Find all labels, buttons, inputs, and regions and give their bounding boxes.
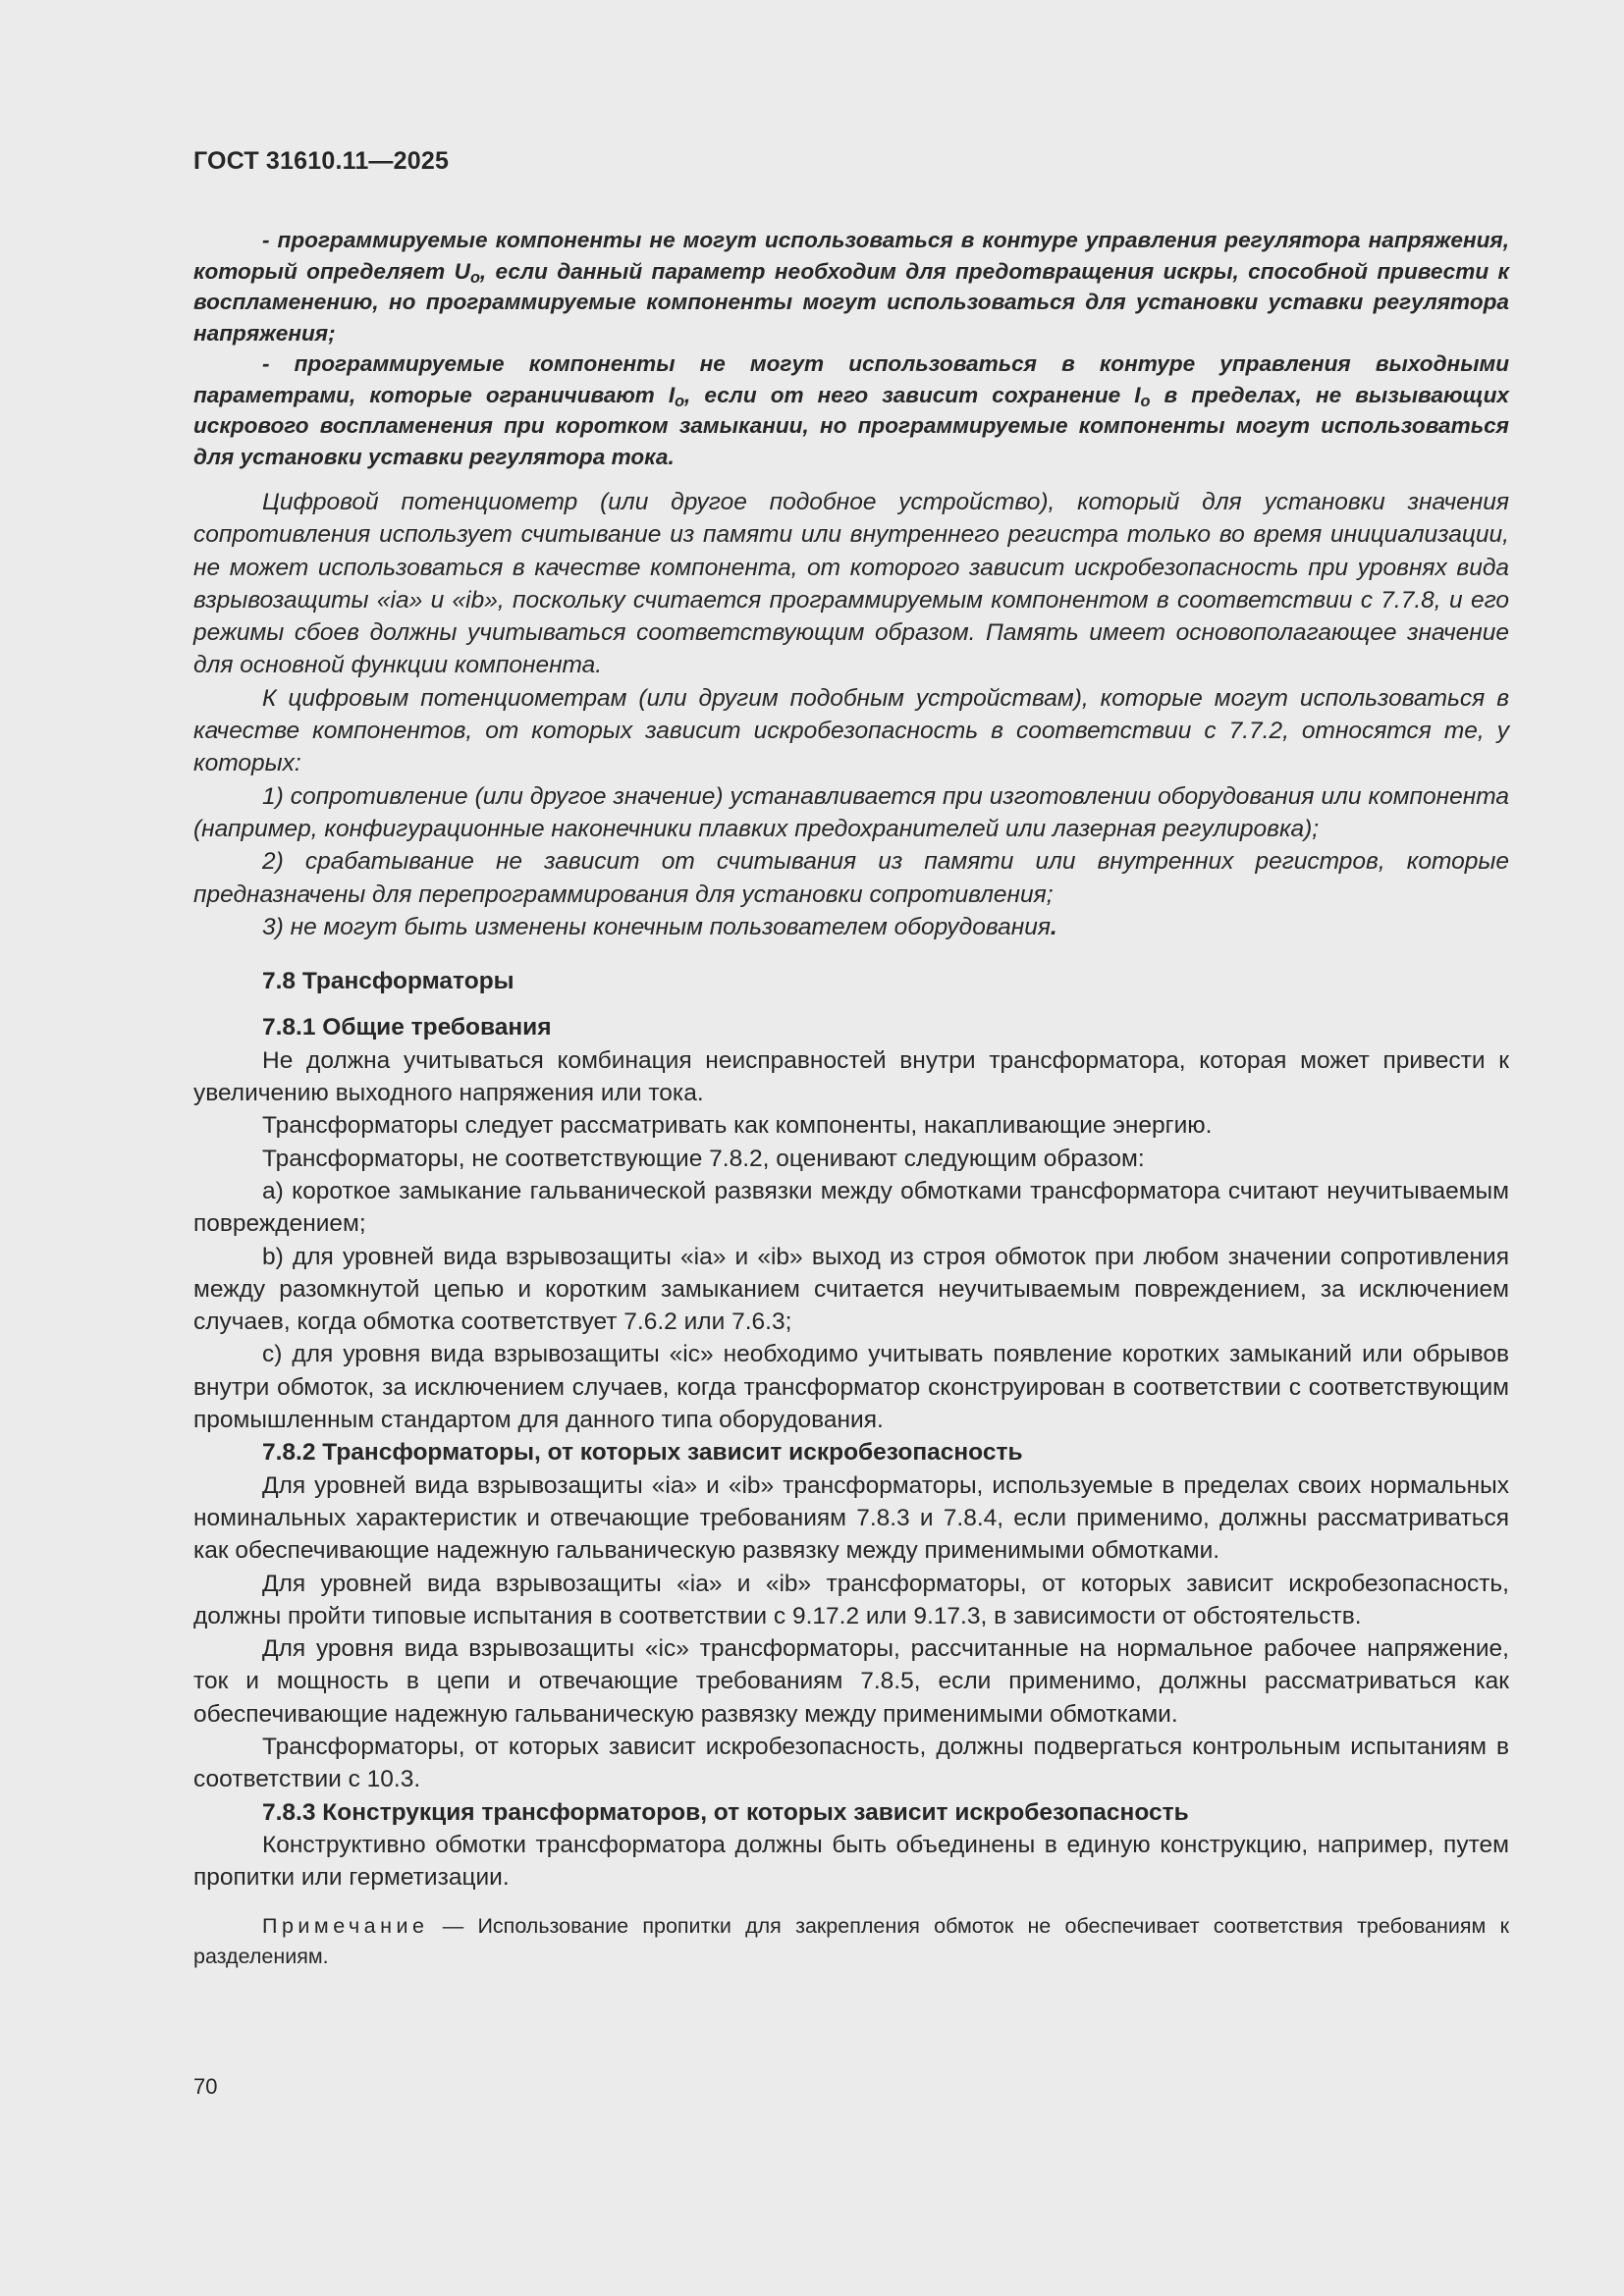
note: Примечание — Использование пропитки для закрепления обмоток не обеспечивает соответствия требованиям к разделениям.	[193, 1914, 1509, 1969]
programmable-voltage-paragraph: - программируемые компоненты не могут использоваться в контуре управления регулятора напряжения, который определяет $U_o$, если данный параметр необходим для предотвращения искры, способной привести к воспламенению, но программируемые компоненты могут использоваться для установки уставки регулятора напряжения;	[193, 228, 1509, 346]
paragraph-7-8-2-3: Для уровня вида взрывозащиты «ic» трансформаторы, рассчитанные на нормальное рабочее напряжение, ток и мощность в цепи и отвечающие требованиям 7.8.5, если применимо, должны рассматриваться как обеспечивающие надежную гальваническую развязку между применимыми обмотками.	[193, 1635, 1509, 1728]
list-item-a: a) короткое замыкание гальванической развязки между обмотками трансформатора считают неучитываемым повреждением;	[193, 1177, 1509, 1238]
section-7-8-heading: 7.8 Трансформаторы	[262, 968, 514, 995]
section-7-8-3-heading: 7.8.3 Конструкция трансформаторов, от которых зависит искробезопасность	[262, 1798, 1189, 1826]
digital-potentiometer-components-paragraph: К цифровым потенциометрам (или другим подобным устройствам), которые могут использоваться в качестве компонентов, от которых зависит искробезопасность в соответствии с 7.7.2, относятся те, у которых:	[193, 684, 1509, 777]
list-item-1: 1) сопротивление (или другое значение) устанавливается при изготовлении оборудования или компонента (например, конфигурационные наконечники плавких предохранителей или лазерная регулировка);	[193, 782, 1509, 842]
paragraph-7-8-2-4: Трансформаторы, от которых зависит искробезопасность, должны подвергаться контрольным испытаниям в соответствии с 10.3.	[193, 1733, 1509, 1793]
document-body	[193, 225, 1509, 1972]
paragraph-7-8-2-1: Для уровней вида взрывозащиты «ia» и «ib» трансформаторы, используемые в пределах своих нормальных номинальных характеристик и отвечающие требованиям 7.8.3 и 7.8.4, если применимо, должны рассматриваться как обеспечивающие надежную гальваническую развязку между применимыми обмотками.	[193, 1471, 1509, 1565]
note-label: Примечание	[262, 1914, 429, 1939]
section-7-8-2-heading: 7.8.2 Трансформаторы, от которых зависит искробезопасность	[262, 1439, 1023, 1467]
paragraph-7-8-2-2: Для уровней вида взрывозащиты «ia» и «ib» трансформаторы, от которых зависит искробезопасность, должны пройти типовые испытания в соответствии с 9.17.2 или 9.17.3, в зависимости от обстоятельств.	[193, 1570, 1509, 1629]
page-number: 70	[193, 2074, 218, 2099]
paragraph-7-8-3-1: Конструктивно обмотки трансформатора должны быть объединены в единую конструкцию, например, путем пропитки или герметизации.	[193, 1831, 1509, 1892]
list-item-b: b) для уровней вида взрывозащиты «ia» и «ib» выход из строя обмоток при любом значении сопротивления между разомкнутой цепью и коротким замыканием считается неучитываемым повреждением, за исключением случаев, когда обмотка соответствует 7.6.2 или 7.6.3;	[193, 1243, 1509, 1336]
digital-potentiometer-paragraph: Цифровой потенциометр (или другое подобное устройство), который для установки значения сопротивления использует считывание из памяти или внутреннего регистра только во время инициализации, не может использоваться в качестве компонента, от которого зависит искробезопасность при уровнях вида взрывозащиты «ia» и «ib», поскольку считается программируемым компонентом в соответствии с 7.7.8, и его режимы сбоев должны учитываться соответствующим образом. Память имеет основополагающее значение для основной функции компонента.	[193, 489, 1509, 679]
paragraph-fault-combination: Не должна учитываться комбинация неисправностей внутри трансформатора, которая может привести к увеличению выходного напряжения или тока.	[193, 1046, 1509, 1107]
paragraph-energy-storing: Трансформаторы следует рассматривать как компоненты, накапливающие энергию.	[262, 1112, 1213, 1140]
programmable-current-paragraph: - программируемые компоненты не могут использоваться в контуре управления выходными параметрами, которые ограничивают $I_o$, если от него зависит сохранение $I_o$ в пределах, не вызывающих искрового воспламенения при коротком замыкании, но программируемые компоненты могут использоваться для установки уставки регулятора тока.	[193, 351, 1509, 469]
document-header: ГОСТ 31610.11—2025	[193, 147, 450, 175]
list-item-c: c) для уровня вида взрывозащиты «ic» необходимо учитывать появление коротких замыканий или обрывов внутри обмоток, за исключением случаев, когда трансформатор сконструирован в соответствии с соответствующим промышленным стандартом для данного типа оборудования.	[193, 1341, 1509, 1434]
paragraph-evaluation: Трансформаторы, не соответствующие 7.8.2, оценивают следующим образом:	[262, 1145, 1145, 1172]
section-7-8-1-heading: 7.8.1 Общие требования	[262, 1014, 552, 1041]
list-item-2: 2) срабатывание не зависит от считывания из памяти или внутренних регистров, которые предназначены для перепрограммирования для установки сопротивления;	[193, 848, 1509, 908]
list-item-3: 3) не могут быть изменены конечным пользователем оборудования.	[262, 913, 1057, 940]
